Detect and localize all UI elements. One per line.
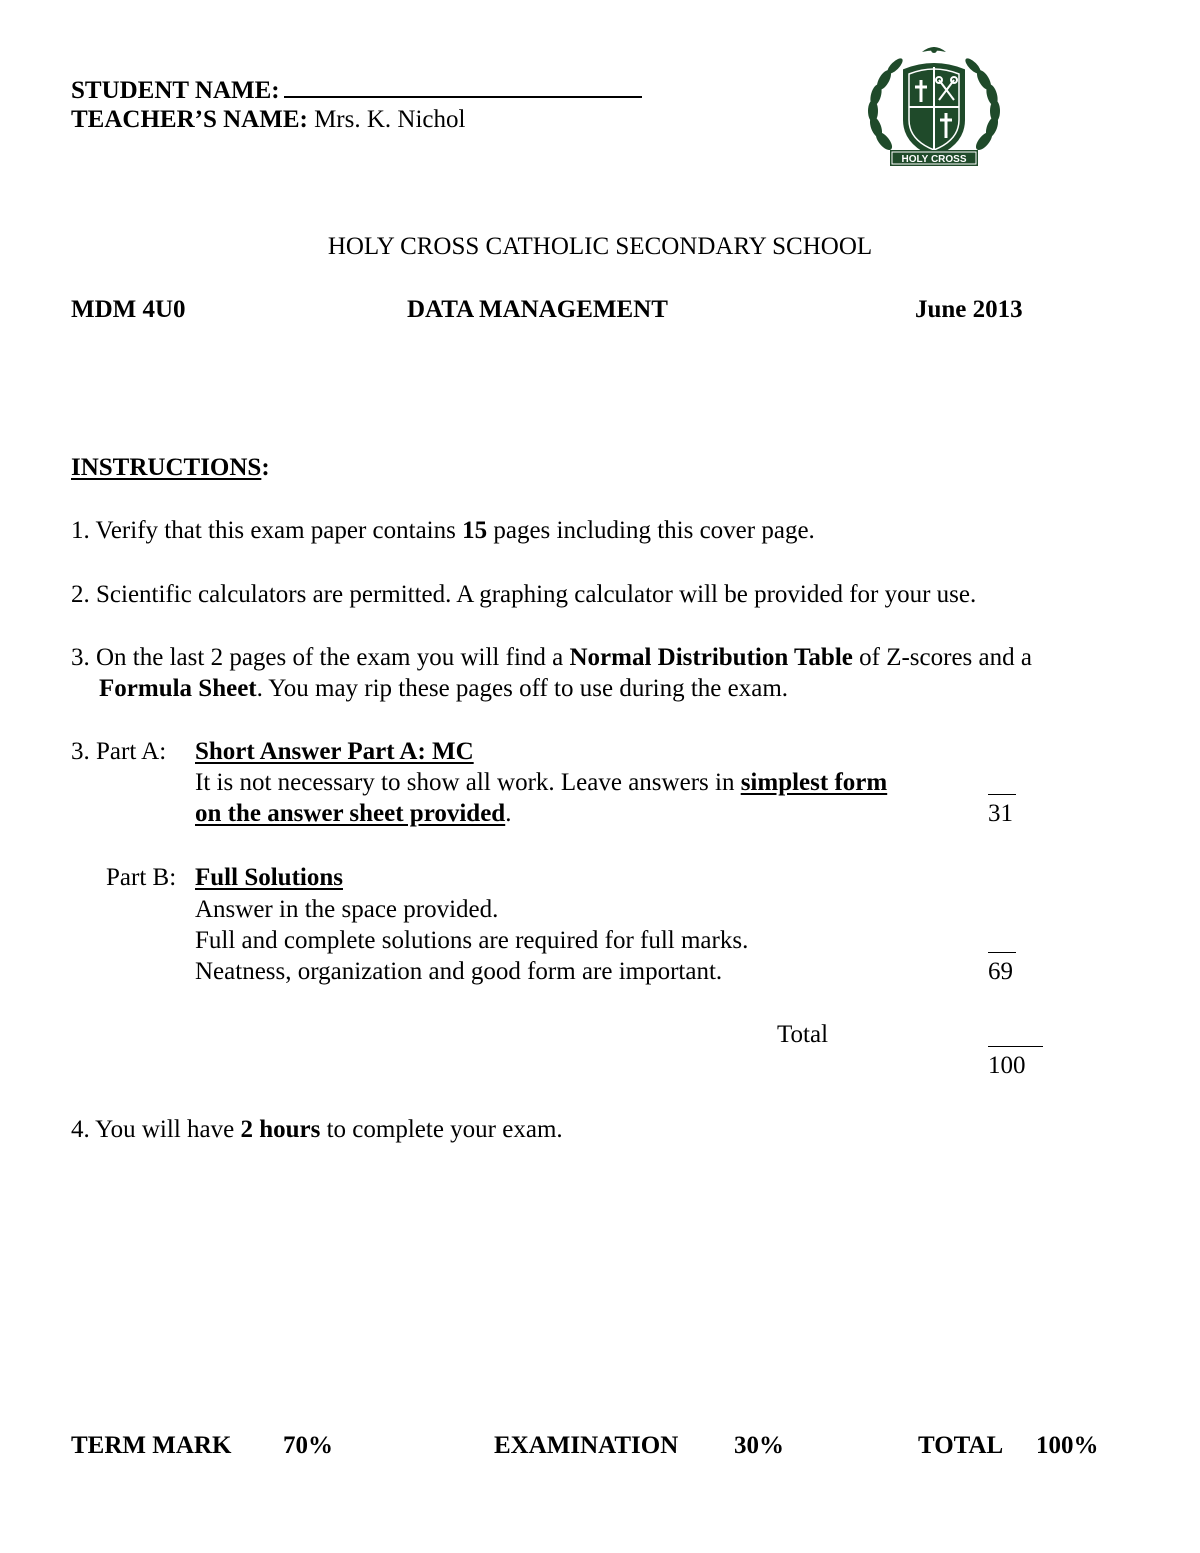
part-a-prefix: 3. Part A: xyxy=(71,738,167,765)
term-mark-label: TERM MARK xyxy=(71,1432,232,1459)
teacher-name-label: TEACHER’S NAME: xyxy=(71,106,308,133)
total-marks: 100 xyxy=(988,1052,1026,1079)
part-a-marks: 31 xyxy=(988,800,1013,827)
part-a-line2: on the answer sheet provided. xyxy=(195,800,512,827)
course-code: MDM 4U0 xyxy=(71,296,186,323)
part-b-marks: 69 xyxy=(988,958,1013,985)
crest-banner-text: HOLY CROSS xyxy=(901,154,967,165)
part-b-prefix: Part B: xyxy=(106,864,177,891)
part-b-line2: Full and complete solutions are required for full marks. xyxy=(195,927,749,954)
term-mark-value: 70% xyxy=(283,1432,333,1459)
total-label: Total xyxy=(777,1021,829,1048)
part-a-line1: It is not necessary to show all work. Leave answers in simplest form xyxy=(195,769,888,796)
instruction-item-4: 4. You will have 2 hours to complete your exam. xyxy=(71,1116,563,1143)
student-name-row xyxy=(71,76,642,103)
teacher-name-value: Mrs. K. Nichol xyxy=(314,106,466,133)
holy-cross-crest-logo xyxy=(864,40,1004,174)
part-a-title: Short Answer Part A: MC xyxy=(195,738,474,765)
part-b-score-line xyxy=(988,952,1016,953)
instruction-item-3-line2: Formula Sheet. You may rip these pages off to use during the exam. xyxy=(99,675,789,702)
teacher-name-row xyxy=(71,107,465,132)
total-weight-label: TOTAL xyxy=(918,1432,1004,1459)
examination-value: 30% xyxy=(734,1432,784,1459)
school-name: HOLY CROSS CATHOLIC SECONDARY SCHOOL xyxy=(327,233,873,260)
total-score-line xyxy=(988,1046,1043,1047)
instruction-item-2: 2. Scientific calculators are permitted. A graphing calculator will be provided for your use. xyxy=(71,581,977,608)
instruction-item-1: 1. Verify that this exam paper contains 15 pages including this cover page. xyxy=(71,517,815,544)
part-b-line3: Neatness, organization and good form are important. xyxy=(195,958,723,985)
student-name-label: STUDENT NAME: xyxy=(71,77,280,104)
part-b-title: Full Solutions xyxy=(195,864,343,891)
examination-label: EXAMINATION xyxy=(494,1432,679,1459)
instructions-heading: INSTRUCTIONS: xyxy=(71,454,270,481)
part-b-line1: Answer in the space provided. xyxy=(195,896,499,923)
instruction-item-3-line1: 3. On the last 2 pages of the exam you will find a Normal Distribution Table of Z-scores and a xyxy=(71,644,1032,671)
student-name-blank[interactable] xyxy=(284,76,642,98)
part-a-score-line xyxy=(988,794,1016,795)
total-weight-value: 100% xyxy=(1036,1432,1099,1459)
exam-date: June 2013 xyxy=(915,296,1023,323)
course-title: DATA MANAGEMENT xyxy=(407,296,668,323)
